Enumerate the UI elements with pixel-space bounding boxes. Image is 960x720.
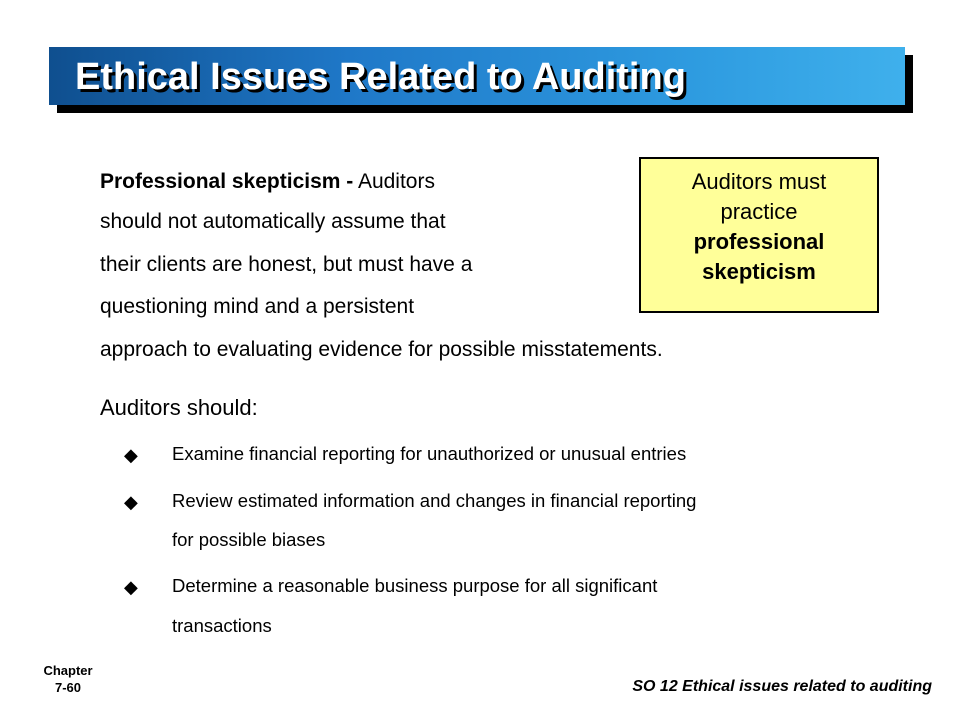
bullet-1-line-1: Examine financial reporting for unauthorized or unusual entries [172,443,687,464]
bullet-3-line-2: transactions [172,615,272,636]
paragraph-line-4: questioning mind and a persistent [100,295,415,318]
chapter-label [28,662,108,696]
bullet-2-line-1: Review estimated information and changes in financial reporting [172,490,697,511]
diamond-bullet-icon: ◆ [124,577,138,597]
bullet-2-line-2: for possible biases [172,529,326,550]
diamond-bullet-icon: ◆ [124,492,138,512]
paragraph-bold-lead: Professional skepticism - [100,170,354,193]
diamond-bullet-icon: ◆ [124,445,138,465]
callout-line-1: Auditors must [691,169,827,194]
slide-title: Ethical Issues Related to Auditing [75,56,686,98]
callout-line-4: skepticism [702,259,816,284]
callout-line-3: professional [693,229,825,254]
paragraph-line-1-rest: Auditors [353,170,435,193]
paragraph-line-1 [100,160,435,204]
callout-line-2: practice [720,199,798,224]
chapter-line-1: Chapter [43,663,93,678]
paragraph-line-2: should not automatically assume that [100,210,446,233]
chapter-line-2: 7-60 [54,680,82,695]
paragraph-line-3: their clients are honest, but must have a [100,253,473,276]
auditors-should-heading: Auditors should: [100,395,258,420]
callout-box [639,157,879,313]
bullet-3-line-1: Determine a reasonable business purpose for all significant [172,575,658,596]
footer-study-objective: SO 12 Ethical issues related to auditing [632,678,932,695]
paragraph-line-5: approach to evaluating evidence for possible misstatements. [100,338,663,361]
